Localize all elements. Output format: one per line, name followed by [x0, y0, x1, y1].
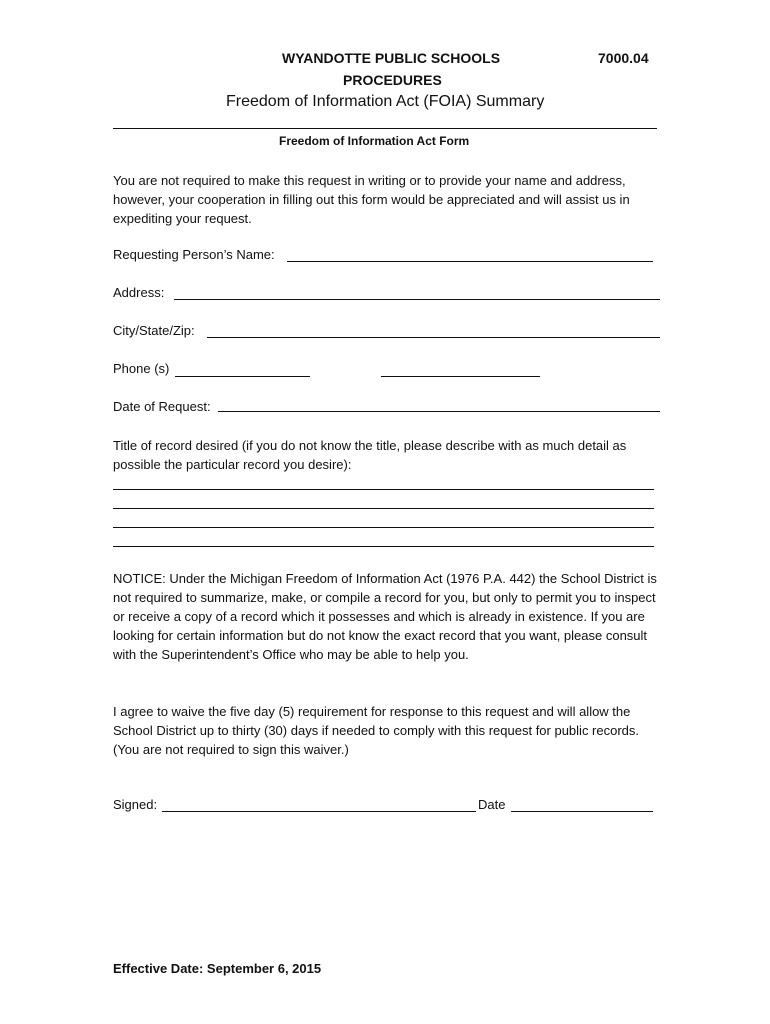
header-divider	[113, 128, 657, 129]
record-line-1[interactable]	[113, 489, 654, 490]
date-request-field[interactable]	[218, 411, 660, 412]
signature-date-field[interactable]	[511, 811, 653, 812]
signature-field[interactable]	[162, 811, 476, 812]
date-request-label: Date of Request:	[113, 399, 211, 414]
notice-text: NOTICE: Under the Michigan Freedom of Information Act (1976 P.A. 442) the School District is not required to summarize, make, or compile a record for you, but only to permit you to inspect or receive a copy of a record which it possesses and which is already in existence. If you are looking for certain information but do not know the exact record that you want, please consult with the Superintendent’s Office who may be able to help you.	[113, 571, 657, 662]
address-label: Address:	[113, 285, 165, 300]
name-field[interactable]	[287, 261, 653, 262]
city-field[interactable]	[207, 337, 660, 338]
form-heading: Freedom of Information Act Form	[279, 134, 470, 148]
phone-field-2[interactable]	[381, 376, 540, 377]
name-label: Requesting Person’s Name:	[113, 247, 275, 262]
procedures-heading: PROCEDURES	[343, 72, 442, 88]
record-line-4[interactable]	[113, 546, 654, 547]
date-label: Date	[478, 797, 506, 812]
procedure-code: 7000.04	[598, 50, 649, 66]
effective-date: Effective Date: September 6, 2015	[113, 961, 322, 976]
phone-field-1[interactable]	[175, 376, 310, 377]
record-line-3[interactable]	[113, 527, 654, 528]
phone-label: Phone (s)	[113, 361, 170, 376]
page-title: Freedom of Information Act (FOIA) Summary	[226, 93, 545, 110]
district-name: WYANDOTTE PUBLIC SCHOOLS	[282, 50, 501, 66]
intro-text: You are not required to make this request in writing or to provide your name and address, however, your cooperation in filling out this form would be appreciated and will assist us in expediting your request.	[113, 173, 630, 226]
waiver-text: I agree to waive the five day (5) requirement for response to this request and will allow the School District up to thirty (30) days if needed to comply with this request for public records. (You are not required to sign this waiver.)	[113, 704, 640, 757]
signed-label: Signed:	[113, 797, 158, 812]
record-line-2[interactable]	[113, 508, 654, 509]
address-field[interactable]	[174, 299, 660, 300]
record-label: Title of record desired (if you do not know the title, please describe with as much detail as possible the particular record you desire):	[113, 438, 627, 472]
city-label: City/State/Zip:	[113, 323, 195, 338]
